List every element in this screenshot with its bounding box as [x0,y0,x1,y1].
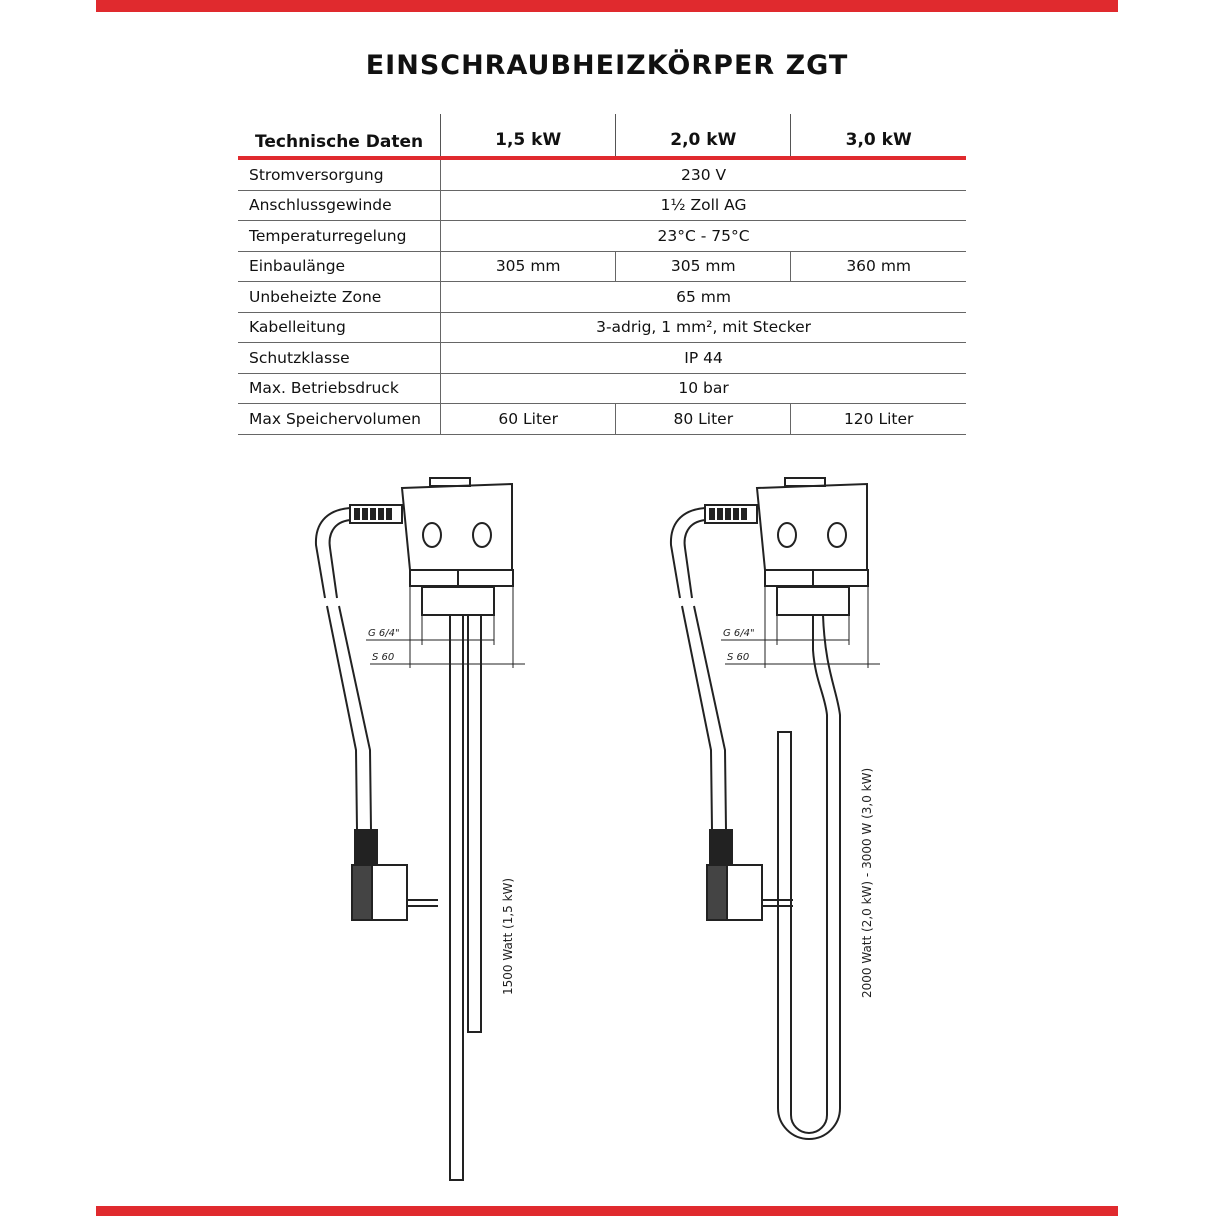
row-value: IP 44 [441,343,966,374]
control-head [402,484,512,570]
indicator-hole [778,523,796,547]
header-cell: Technische Daten [238,114,441,158]
gland-rib [718,509,722,519]
row-label: Einbaulänge [238,251,441,282]
gland-rib [371,509,375,519]
heater-drawing-2-3kw [671,478,880,1139]
page-title: EINSCHRAUBHEIZKÖRPER ZGT [365,50,849,81]
row-value: 3-adrig, 1 mm², mit Stecker [441,312,966,343]
header-cell: 1,5 kW [441,114,616,158]
plug-side [352,865,372,920]
row-value: 305 mm [616,251,791,282]
row-label: Anschlussgewinde [238,190,441,221]
thread-label: G 6/4" [368,628,400,639]
row-label: Max Speichervolumen [238,404,441,435]
row-value: 80 Liter [616,404,791,435]
indicator-hole [473,523,491,547]
row-value: 10 bar [441,373,966,404]
element-label: 2000 Watt (2,0 kW) - 3000 W (3,0 kW) [860,767,874,998]
hex-nut [765,570,868,586]
row-label: Unbeheizte Zone [238,282,441,313]
heating-rod [468,615,481,1032]
control-head [757,484,867,570]
plug-grip [355,830,377,865]
row-value: 230 V [441,158,966,190]
thread-fitting [422,587,494,615]
gland-rib [387,509,391,519]
header-cell: 2,0 kW [616,114,791,158]
hex-nut [410,570,513,586]
heating-rod [450,615,463,1180]
row-value: 305 mm [441,251,616,282]
wrench-size-label: S 60 [727,652,750,663]
gland-rib [379,509,383,519]
heating-loop [778,615,840,1139]
cable [330,520,350,598]
gland-rib [734,509,738,519]
cable [327,606,357,830]
row-value: 120 Liter [791,404,966,435]
row-value: 23°C - 75°C [441,221,966,252]
cable [682,606,712,830]
heater-drawing-1-5kw [316,478,525,1180]
row-label: Stromversorgung [238,158,441,190]
indicator-hole [423,523,441,547]
thread-fitting [777,587,849,615]
gland-rib [363,509,367,519]
header-cell: 3,0 kW [791,114,966,158]
element-label: 1500 Watt (1,5 kW) [501,877,515,995]
gland-rib [742,509,746,519]
row-label: Kabelleitung [238,312,441,343]
row-value: 60 Liter [441,404,616,435]
wrench-size-label: S 60 [372,652,395,663]
gland-rib [355,509,359,519]
row-value: 360 mm [791,251,966,282]
row-value: 65 mm [441,282,966,313]
gland-rib [726,509,730,519]
row-label: Schutzklasse [238,343,441,374]
plug-grip [710,830,732,865]
plug-side [707,865,727,920]
bottom-accent-bar [96,1206,1118,1216]
row-value: 1½ Zoll AG [441,190,966,221]
cable [685,520,705,598]
row-label: Temperaturregelung [238,221,441,252]
gland-rib [710,509,714,519]
row-label: Max. Betriebsdruck [238,373,441,404]
indicator-hole [828,523,846,547]
thread-label: G 6/4" [723,628,755,639]
